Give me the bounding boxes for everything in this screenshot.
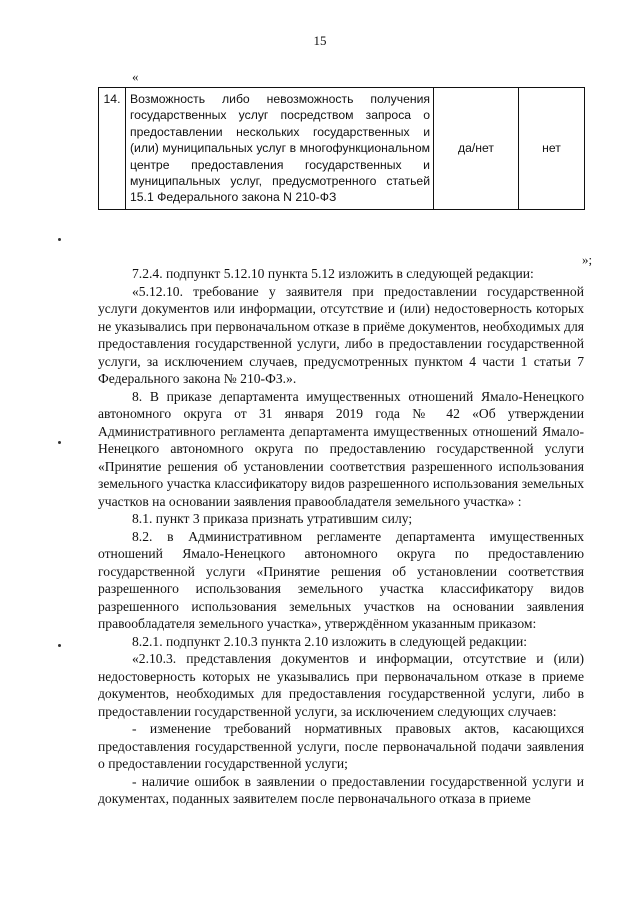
closing-quote: »; [582,252,593,267]
document-body [98,265,584,808]
paragraph-7-2-4: 7.2.4. подпункт 5.12.10 пункта 5.12 изложить в следующей редакции: [132,266,534,281]
row-number: 14. [99,88,126,210]
page-number: 15 [313,33,327,48]
row-yes-no: да/нет [434,88,519,210]
scan-mark [58,644,61,647]
paragraph-bullet-1: - изменение требований нормативных правовых актов, касающихся предоставления государственной услуги, после первоначальной подачи заявления о предоставлении государственной услуги; [98,721,584,771]
scan-mark [58,238,61,241]
row-value: нет [519,88,585,210]
table-row [99,88,585,210]
scan-mark [58,441,61,444]
paragraph-5-12-10: «5.12.10. требование у заявителя при предоставлении государственной услуги документов или информации, отсутствие и (или) недостоверность которых не указывались при первоначальном отказе в приёме документов, необходимых для предоставления государственной услуги, либо в предоставлении государственной услуги, за исключением случаев, предусмотренных пунктом 4 части 1 статьи 7 Федерального закона № 210-ФЗ.». [98,283,584,386]
paragraph-bullet-2: - наличие ошибок в заявлении о предоставлении государственной услуги и документах, поданных заявителем после первоначального отказа в приеме [98,773,584,806]
services-table [98,87,585,210]
opening-quote: « [132,69,139,84]
row-description: Возможность либо невозможность получения государственных услуг посредством запроса о предоставлении нескольких государственных и (или) муниципальных услуг в многофункциональном центре предоставления государственных и муниципальных услуг, предусмотренного статьей 15.1 Федерального закона N 210-ФЗ [126,88,434,210]
paragraph-2-10-3: «2.10.3. представления документов и информации, отсутствие и (или) недостоверность которых не указывались при первоначальном отказе в приеме документов, необходимых для предоставления государственной услуги, либо в предоставлении государственной услуги, за исключением следующих случаев: [98,651,584,719]
paragraph-8: 8. В приказе департамента имущественных отношений Ямало-Ненецкого автономного округа от 31 января 2019 года № 42 «Об утверждении Административного регламента департамента имущественных отношений Ямало-Ненецкого автономного округа по предоставлению государственной услуги «Принятие решения об установлении соответствия разрешенного использования земельного участка классификатору видов разрешенного использования земельных участков на основании заявления правообладателя земельного участка» : [98,388,584,509]
paragraph-8-1: 8.1. пункт 3 приказа признать утратившим силу; [132,511,413,526]
paragraph-8-2: 8.2. в Административном регламенте департамента имущественных отношений Ямало-Ненецкого автономного округа по предоставлению государственной услуги «Принятие решения об установлении соответствия разрешенного использования земельного участка классификатору видов разрешенного использования земельных участков на основании заявления правообладателя земельного участка», утверждённом указанным приказом: [98,528,584,631]
paragraph-8-2-1: 8.2.1. подпункт 2.10.3 пункта 2.10 изложить в следующей редакции: [132,633,528,649]
